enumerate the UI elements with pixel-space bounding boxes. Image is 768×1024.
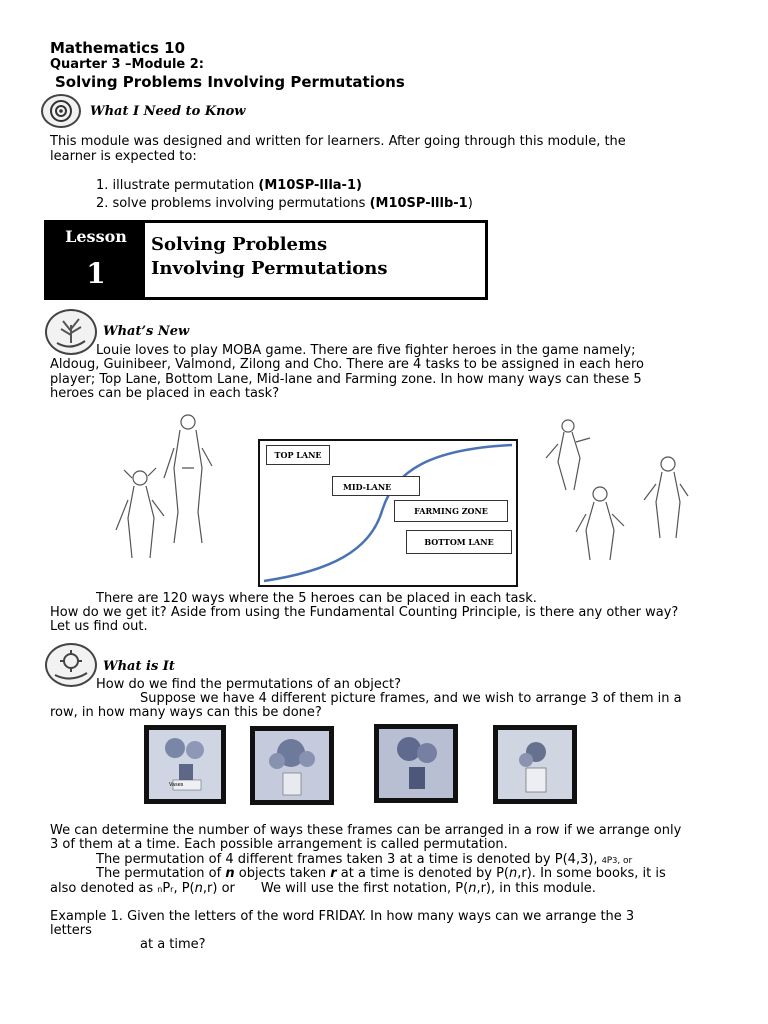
def5-sub-r: r [170,885,174,894]
objective-2-text: 2. solve problems involving permutations [96,196,370,211]
definition-line-4 [96,866,666,881]
gear-hand-icon [45,643,97,687]
module-title: Solving Problems Involving Permutations [55,73,405,91]
notation-sub-r: 3 [612,856,618,865]
objective-2-code: (M10SP-lllb-1 [369,196,468,211]
definition-line-5 [50,881,596,897]
lesson-number: 1 [86,257,106,290]
label-bottom-lane: BOTTOM LANE [406,530,512,554]
definition-line-1: We can determine the number of ways these frames can be arranged in a row if we arrange only [50,823,682,838]
story-line-4: heroes can be placed in each task? [50,386,280,401]
def4-c: at a time is denoted by P( [336,866,509,881]
picture-frame-2 [250,726,334,805]
label-farming-zone: FARMING ZONE [394,500,508,522]
def5-d: We will use the first notation, P( [260,881,469,896]
label-top-lane: TOP LANE [266,445,330,465]
section-what-i-need: What I Need to Know [90,104,246,119]
tree-hand-icon [45,309,97,355]
notation-sub-n: 4 [601,856,607,865]
intro-line-2: learner is expected to: [50,149,197,164]
def4-n: n [225,866,235,881]
question-line-1: How do we find the permutations of an object? [96,677,401,692]
picture-frame-1 [144,725,226,804]
picture-frame-3 [374,724,458,803]
target-icon [41,94,81,128]
def4-d: ,r). In some books, it is [517,866,666,881]
answer-line-3: Let us find out. [50,619,148,634]
story-line-1: Louie loves to play MOBA game. There are five fighter heroes in the game namely; [96,343,636,358]
lesson-banner [44,220,488,300]
objective-1-text: 1. illustrate permutation [96,178,259,193]
def5-c: ,r) or [202,881,235,896]
lesson-title-line-1: Solving Problems [151,234,328,255]
intro-line-1: This module was designed and written for learners. After going through this module, the [50,134,626,149]
answer-line-2: How do we get it? Aside from using the Fundamental Counting Principle, is there any other way? [50,605,679,620]
objective-2-close: ) [467,196,473,211]
objective-1 [96,178,362,193]
def4-b: objects taken [234,866,331,881]
section-what-is-it: What is It [103,659,175,674]
def5-n: n [194,881,203,896]
subject-title: Mathematics 10 [50,39,186,57]
definition-3-text: The permutation of 4 different frames taken 3 at a time is denoted by P(4,3), [96,852,602,867]
hero-sketches-right [540,414,690,564]
story-line-3: player; Top Lane, Bottom Lane, Mid-lane and Farming zone. In how many ways can these 5 [50,372,642,387]
picture-frame-4 [493,725,577,804]
answer-line-1: There are 120 ways where the 5 heroes can be placed in each task. [96,591,537,606]
def5-p: P [162,881,171,896]
hero-sketches-left [108,408,228,563]
frame-1-caption: Vases [169,782,184,788]
lesson-label-block [47,223,145,297]
quarter-module: Quarter 3 –Module 2: [50,57,205,72]
notation-p: P [606,856,613,866]
def5-b: , P( [173,881,195,896]
story-line-2: Aldoug, Guinibeer, Valmond, Zilong and Cho. There are 4 tasks to be assigned in each hero [50,357,645,372]
definition-3-end: , or [617,856,633,866]
example-line-1: Example 1. Given the letters of the word FRIDAY. In how many ways can we arrange the 3 [50,909,635,924]
objective-1-code: (M10SP-llla-1) [258,178,362,193]
question-line-3: row, in how many ways can this be done? [50,705,322,720]
def5-sub-n: n [157,885,163,894]
def5-a: also denoted as [50,881,158,896]
lane-map [258,439,518,587]
example-line-2: letters [50,923,92,938]
question-line-2: Suppose we have 4 different picture frames, and we wish to arrange 3 of them in a [140,691,682,706]
lesson-title-line-2: Involving Permutations [151,258,388,279]
example-line-3: at a time? [140,937,206,952]
lesson-title [151,233,388,281]
def4-n2: n [509,866,518,881]
definition-line-2: 3 of them at a time. Each possible arrangement is called permutation. [50,837,508,852]
def4-r: r [330,866,337,881]
def4-a: The permutation of [96,866,226,881]
section-whats-new: What’s New [103,324,190,339]
lesson-word: Lesson [65,227,127,246]
def5-e: ,r), in this module. [476,881,596,896]
def5-n2: n [468,881,477,896]
objective-2 [96,196,473,211]
label-mid-lane: MID-LANE [332,476,420,496]
